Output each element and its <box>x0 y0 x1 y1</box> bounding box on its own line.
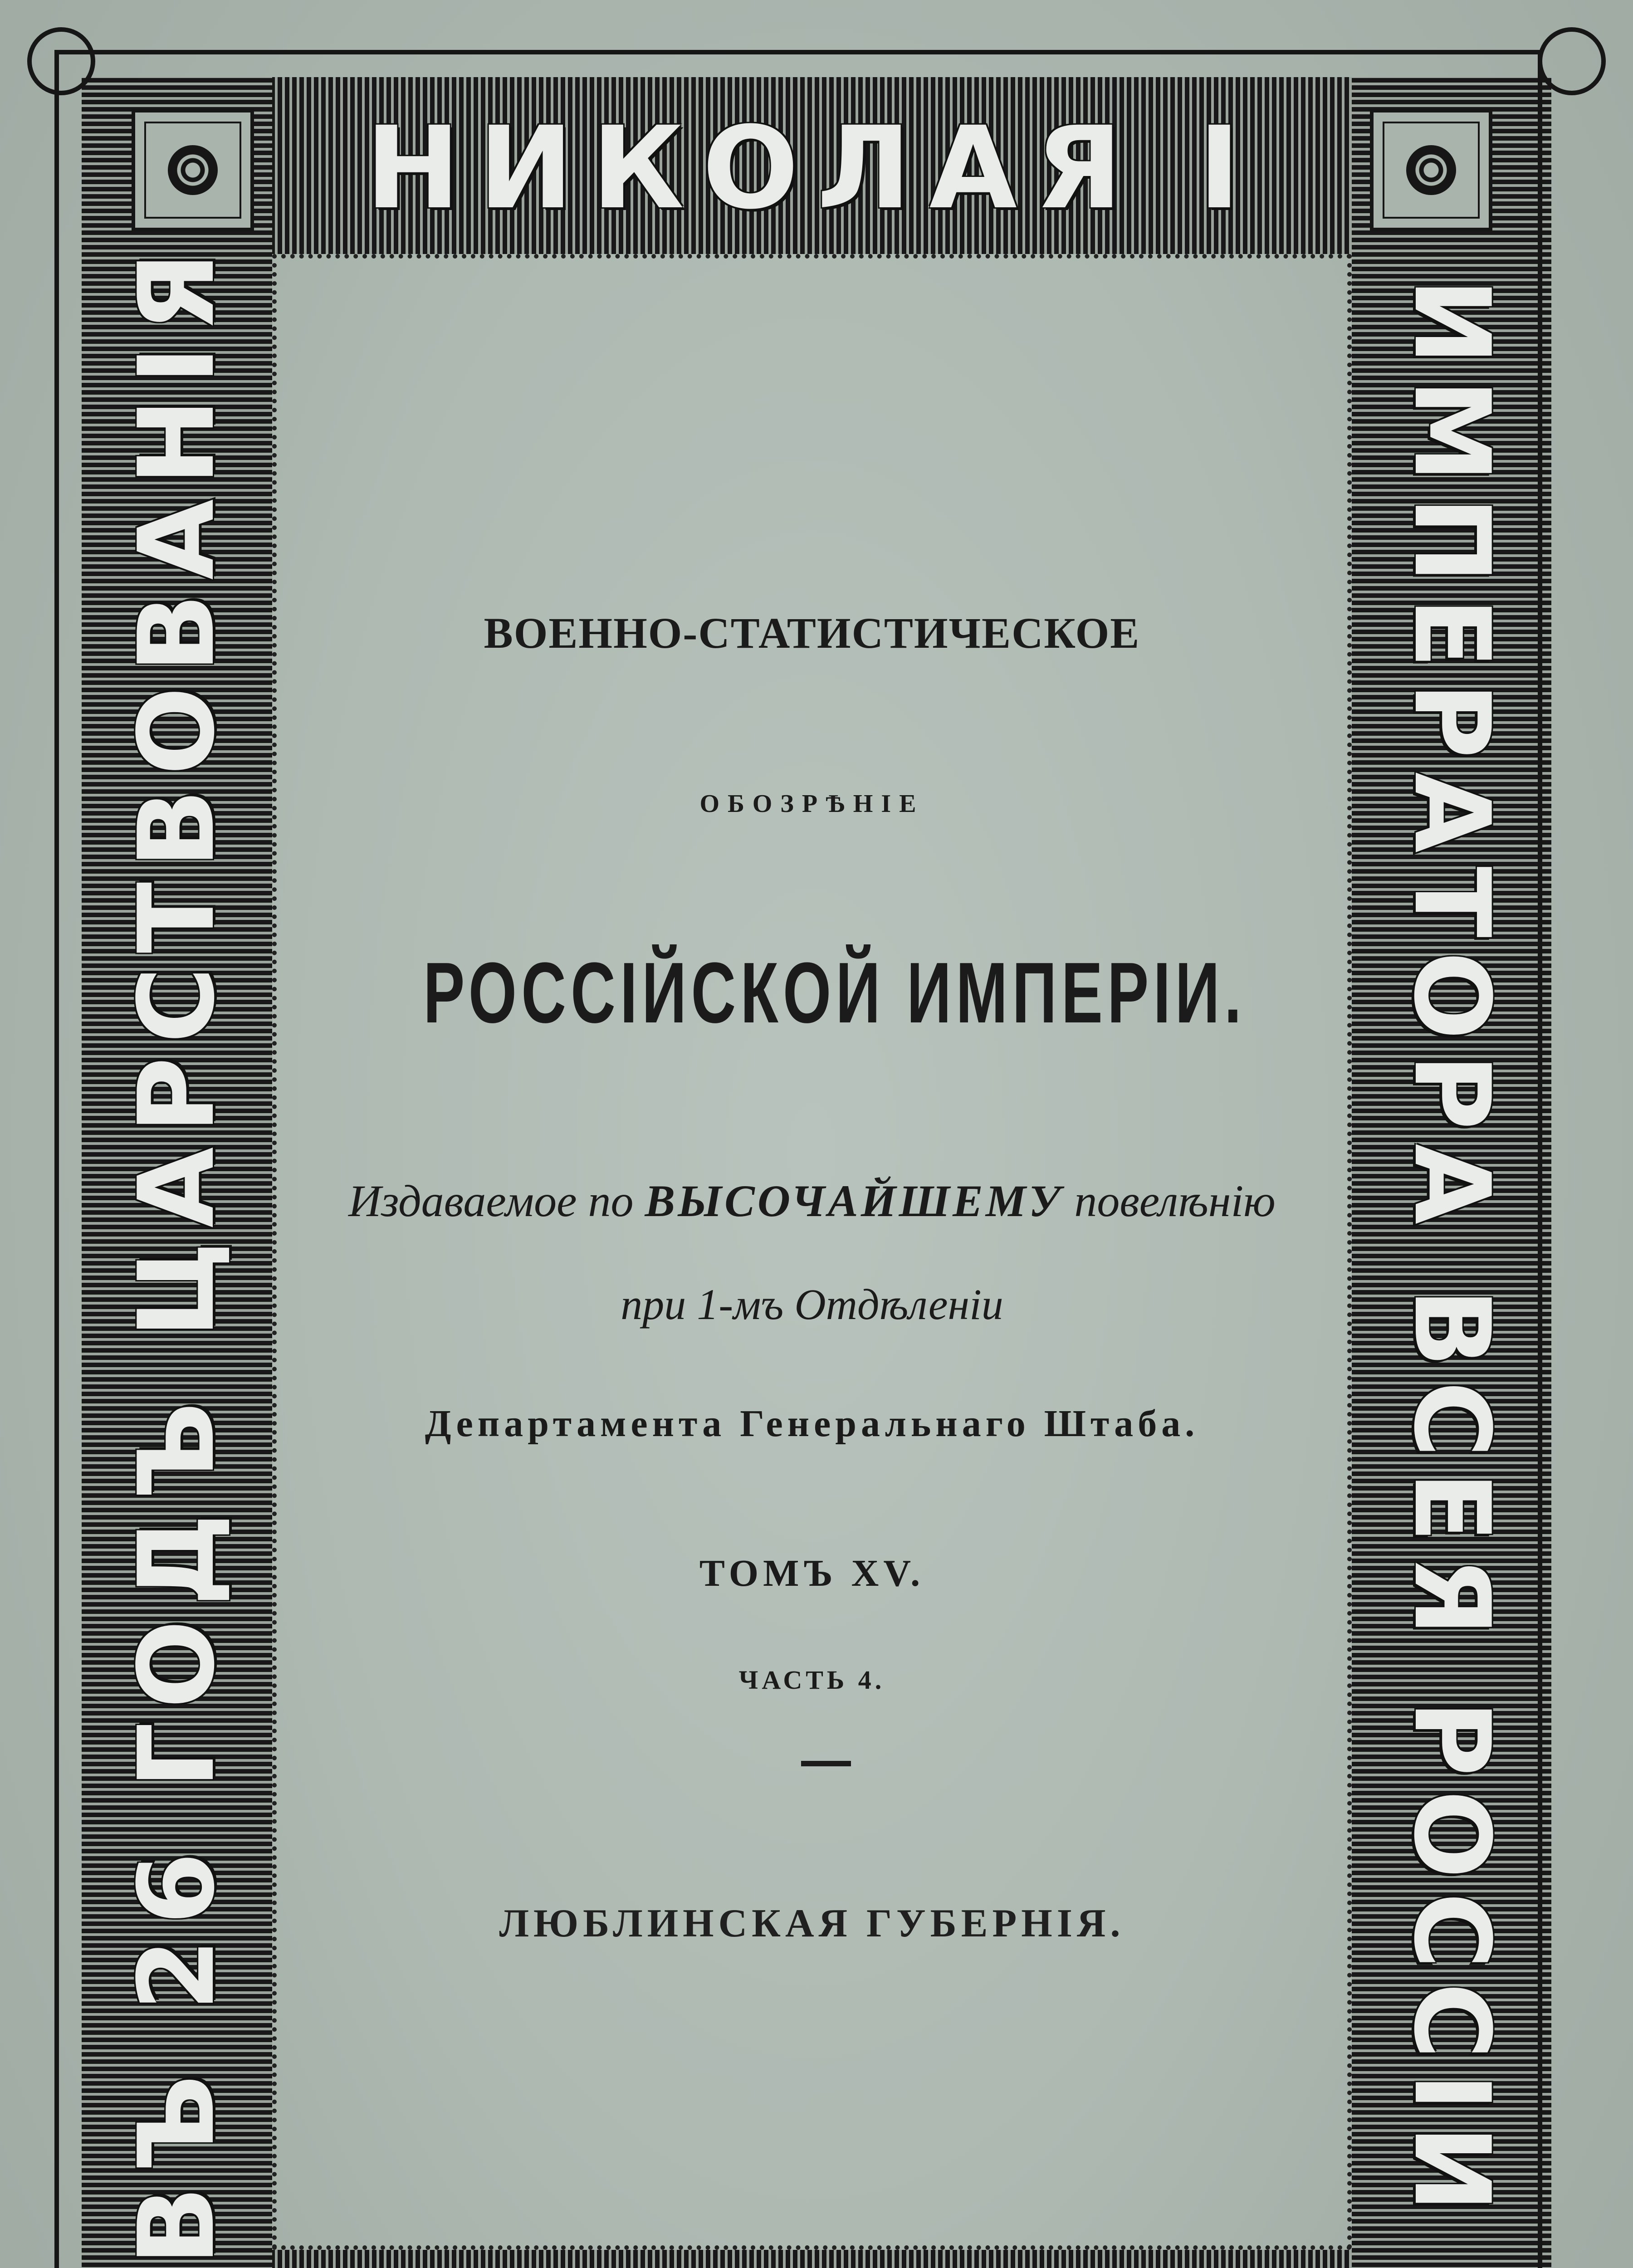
publication-emphasis: ВЫСОЧАЙШЕМУ <box>645 1176 1063 1226</box>
publication-prefix: Издаваемое по <box>348 1176 634 1226</box>
province-title: ЛЮБЛИНСКАЯ ГУБЕРНІЯ. <box>499 1901 1125 1945</box>
separator-dash <box>801 1761 851 1766</box>
frame-text-right: ИМПЕРАТОРА ВСЕЯ РОССІИ <box>1391 278 1512 2226</box>
frame-text-left: ВЪ 26 ГОДЪ ЦАРСТВОВАНІЯ <box>116 238 238 2266</box>
publication-suffix: повелѣнію <box>1074 1176 1276 1226</box>
volume-label: ТОМЪ XV. <box>699 1552 925 1594</box>
corner-rosette-icon <box>1406 145 1456 195</box>
corner-curl-icon <box>27 27 95 95</box>
part-label: ЧАСТЬ 4. <box>738 1665 885 1695</box>
frame-text-top: НИКОЛАЯ І <box>365 102 1259 234</box>
publication-line-2: при 1-мъ Отдѣленіи <box>621 1280 1003 1329</box>
content-dotted-border <box>272 254 1352 2250</box>
title-line-1: ВОЕННО-СТАТИСТИЧЕСКОЕ <box>484 609 1140 657</box>
corner-box-top-right <box>1370 109 1492 231</box>
publication-line-3: Департамента Генеральнаго Штаба. <box>425 1403 1199 1445</box>
publication-line-1 <box>272 1175 1352 1227</box>
title-line-2: ОБОЗРѢНІЕ <box>699 790 924 818</box>
corner-box-top-left <box>132 109 254 231</box>
title-line-3: РОССІЙСКОЙ ИМПЕРІИ. <box>423 945 1246 1041</box>
corner-rosette-icon <box>168 145 218 195</box>
corner-curl-icon <box>1538 27 1606 95</box>
